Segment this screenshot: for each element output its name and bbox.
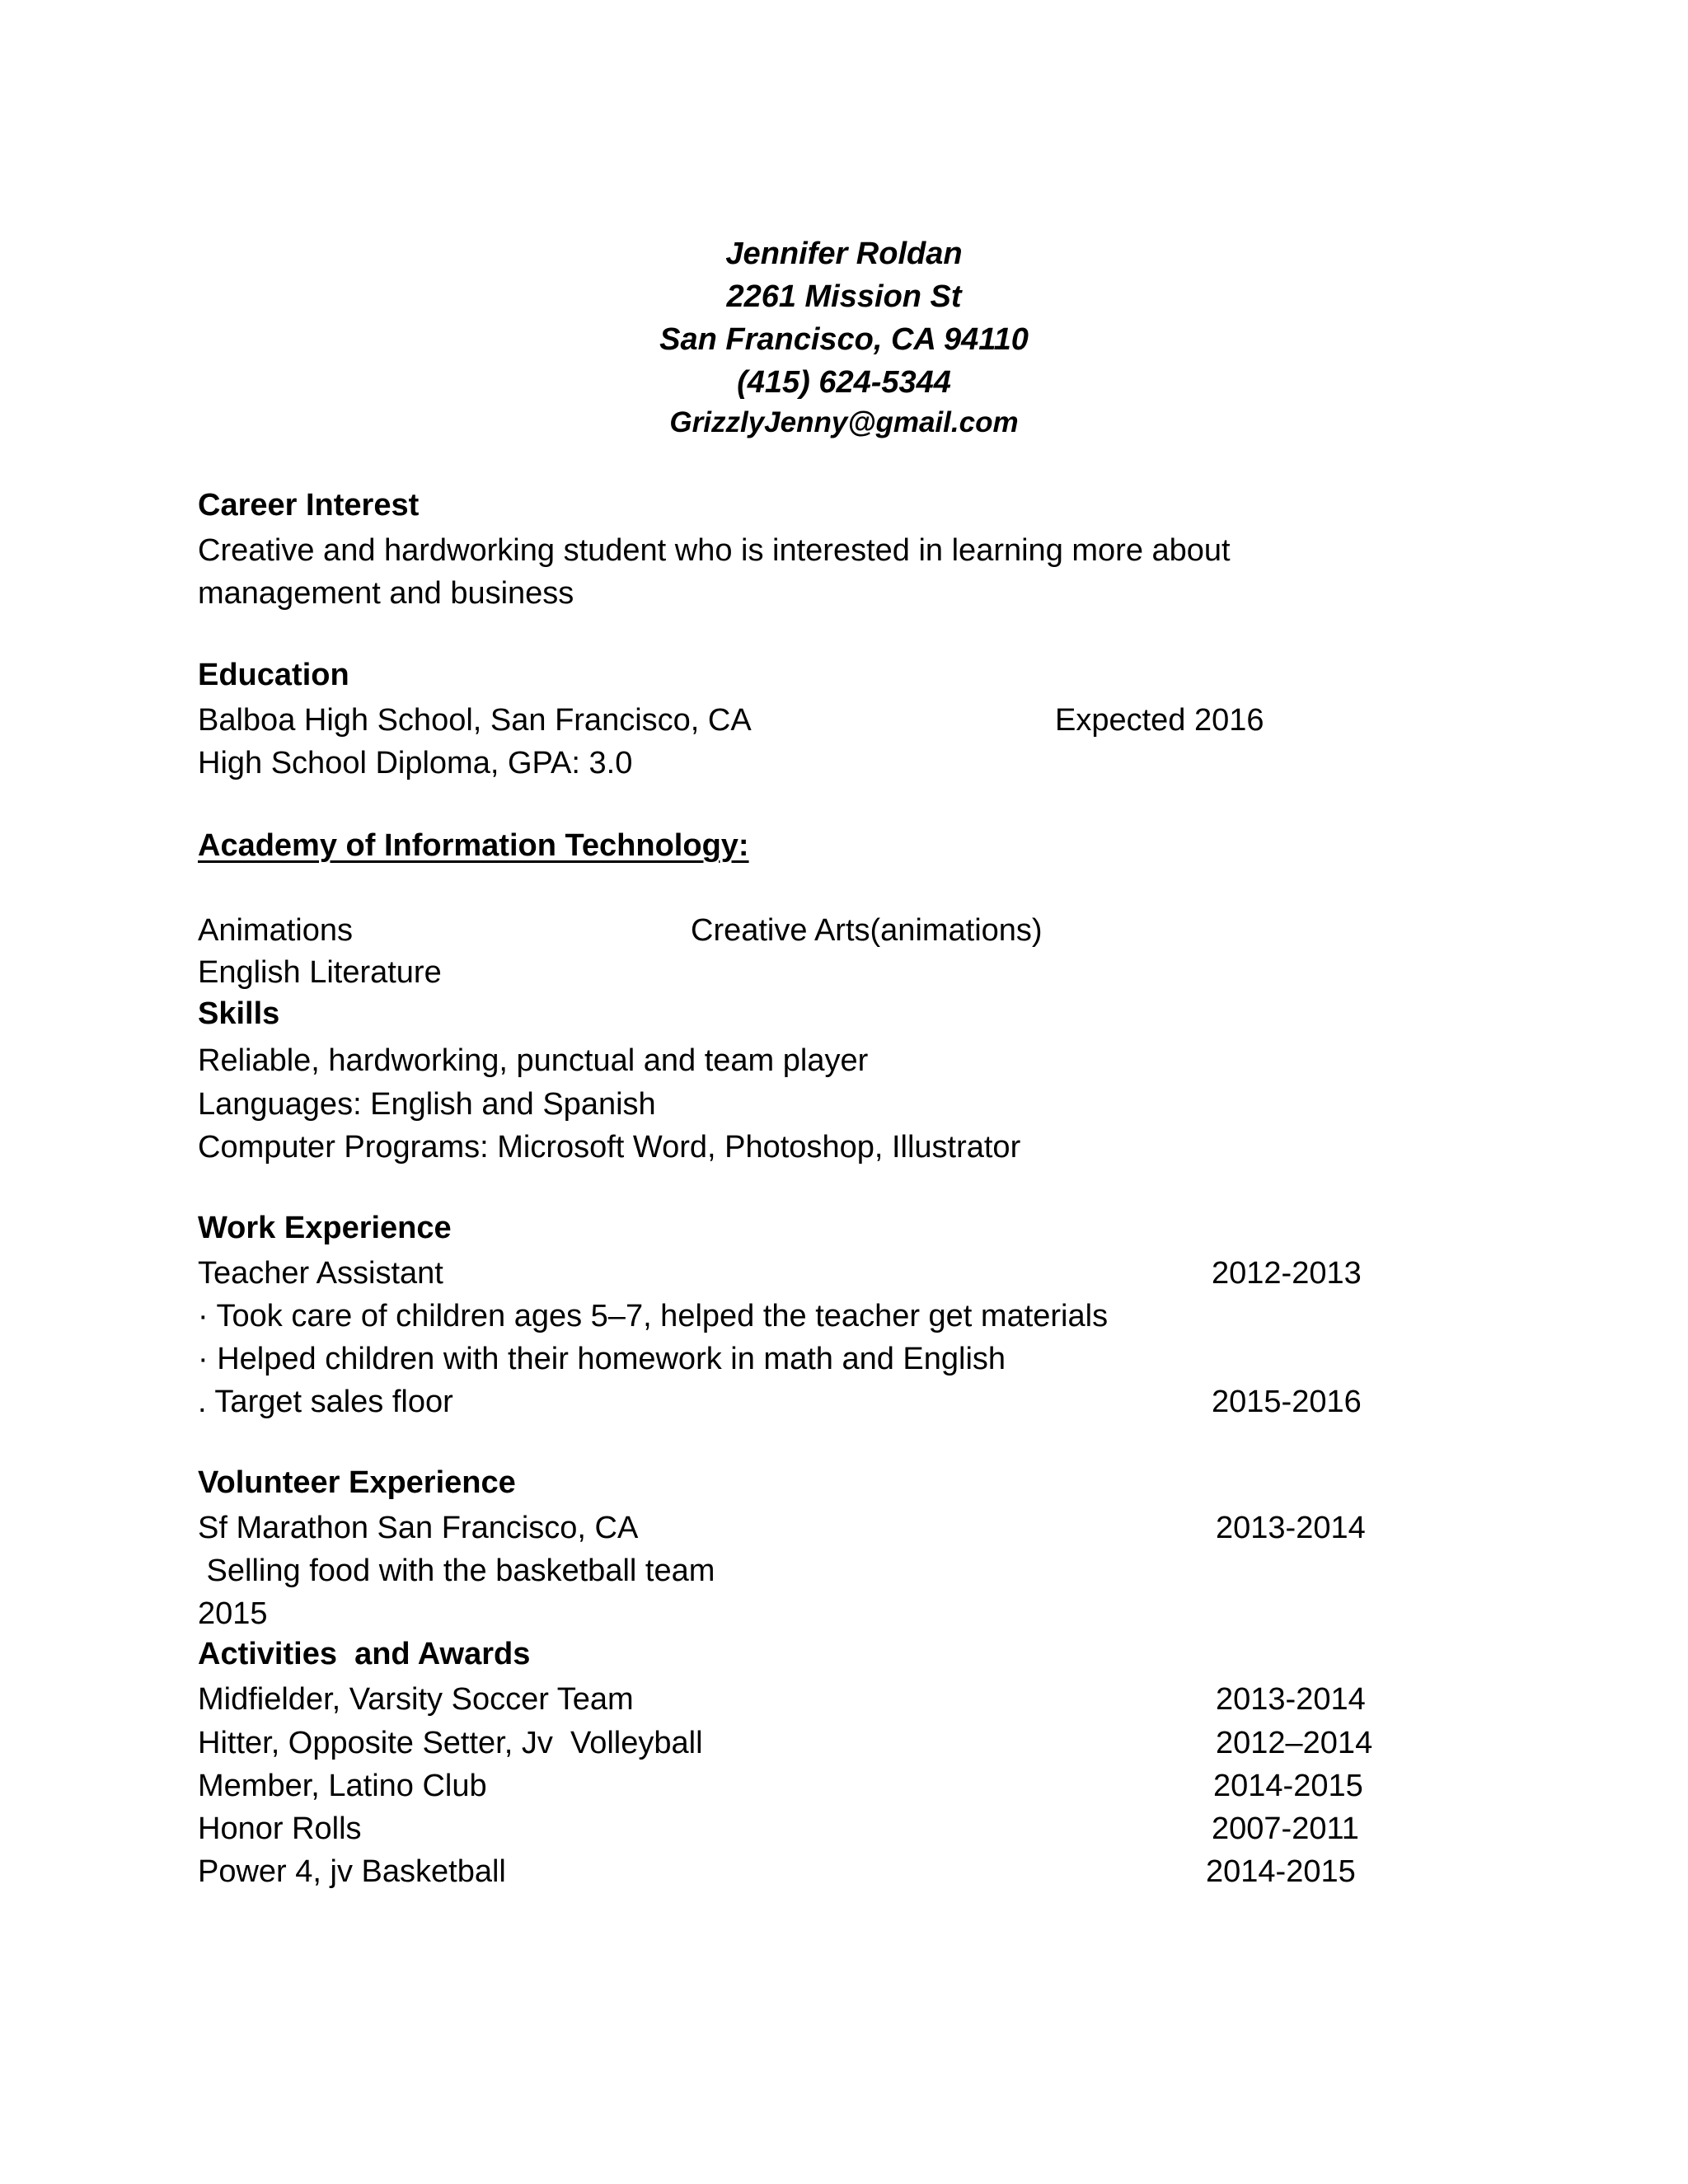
- volunteer-item1-years: 2013-2014: [1216, 1511, 1366, 1545]
- phone-number: (415) 624-5344: [737, 365, 951, 400]
- volunteer-heading: Volunteer Experience: [198, 1465, 516, 1500]
- volunteer-item2: Selling food with the basketball team: [198, 1554, 715, 1588]
- education-heading: Education: [198, 658, 349, 692]
- activity-years-2: 2012–2014: [1216, 1726, 1373, 1760]
- academy-course-english: English Literature: [198, 955, 442, 990]
- work-bullet1: · Took care of children ages 5–7, helped the teacher get materials: [198, 1299, 1109, 1333]
- contact-header: [0, 232, 1688, 443]
- academy-course-creative-arts: Creative Arts(animations): [691, 913, 1043, 948]
- work-job1-title: Teacher Assistant: [198, 1256, 443, 1291]
- activity-years-5: 2014-2015: [1206, 1854, 1356, 1889]
- email-address: GrizzlyJenny@gmail.com: [669, 406, 1019, 438]
- work-job2-years: 2015-2016: [1212, 1385, 1362, 1419]
- academy-course-animations: Animations: [198, 913, 353, 948]
- volunteer-item1: Sf Marathon San Francisco, CA: [198, 1511, 639, 1545]
- street-address: 2261 Mission St: [726, 279, 962, 314]
- education-diploma: High School Diploma, GPA: 3.0: [198, 746, 633, 780]
- education-school: Balboa High School, San Francisco, CA: [198, 703, 752, 738]
- skills-heading: Skills: [198, 996, 280, 1031]
- activity-label-4: Honor Rolls: [198, 1811, 362, 1846]
- activity-years-3: 2014-2015: [1213, 1769, 1363, 1803]
- activities-heading: Activities and Awards: [198, 1637, 531, 1671]
- activity-label-5: Power 4, jv Basketball: [198, 1854, 506, 1889]
- work-job2-title: . Target sales floor: [198, 1385, 453, 1419]
- education-expected: Expected 2016: [1055, 703, 1264, 738]
- academy-heading: Academy of Information Technology:: [198, 828, 749, 863]
- activity-years-1: 2013-2014: [1216, 1682, 1366, 1717]
- work-job1-years: 2012-2013: [1212, 1256, 1362, 1291]
- activity-years-4: 2007-2011: [1212, 1811, 1359, 1846]
- work-heading: Work Experience: [198, 1211, 452, 1245]
- activity-label-2: Hitter, Opposite Setter, Jv Volleyball: [198, 1726, 703, 1760]
- city-state-zip: San Francisco, CA 94110: [659, 322, 1029, 357]
- skills-computer-programs: Computer Programs: Microsoft Word, Photoshop, Illustrator: [198, 1130, 1021, 1165]
- work-bullet2: · Helped children with their homework in math and English: [198, 1342, 1006, 1376]
- volunteer-item2-year: 2015: [198, 1596, 268, 1631]
- career-heading: Career Interest: [198, 488, 420, 523]
- career-text-line1: Creative and hardworking student who is interested in learning more about: [198, 533, 1231, 568]
- activity-label-3: Member, Latino Club: [198, 1769, 487, 1803]
- skills-line1: Reliable, hardworking, punctual and team player: [198, 1043, 869, 1078]
- skills-languages: Languages: English and Spanish: [198, 1087, 656, 1122]
- applicant-name: Jennifer Roldan: [725, 237, 963, 271]
- career-text-line2: management and business: [198, 576, 574, 611]
- activity-label-1: Midfielder, Varsity Soccer Team: [198, 1682, 634, 1717]
